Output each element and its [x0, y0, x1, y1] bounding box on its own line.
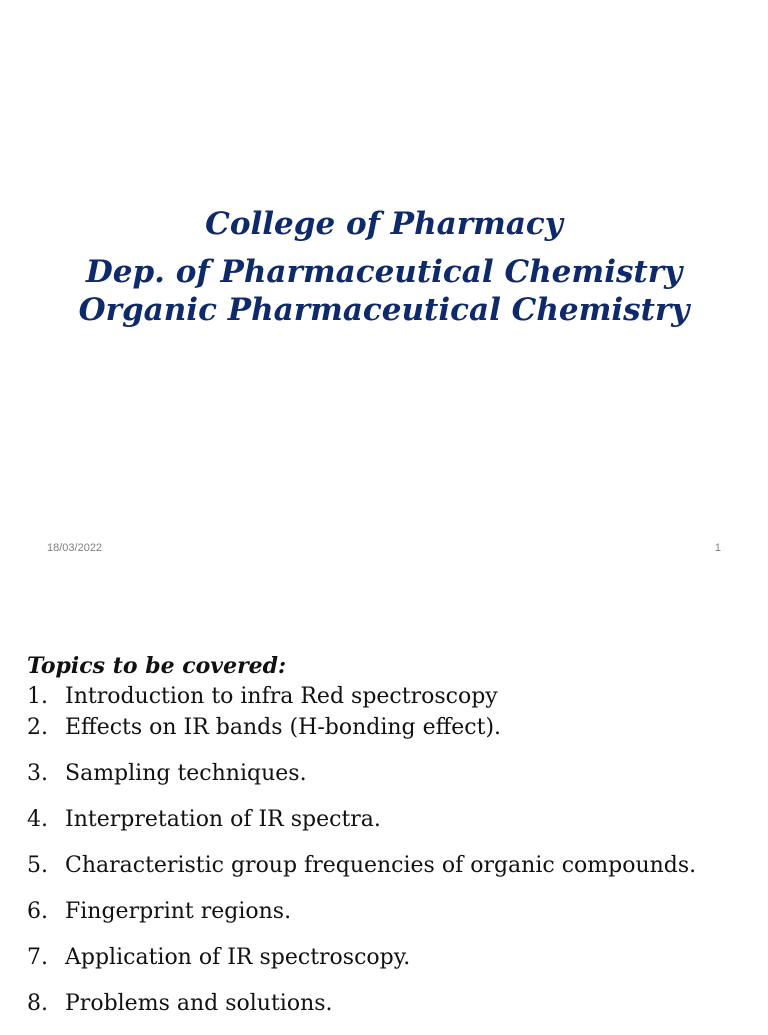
- list-item-text: Problems and solutions.: [65, 991, 333, 1016]
- list-item-text: Fingerprint regions.: [65, 899, 292, 924]
- list-item-text: Application of IR spectroscopy.: [65, 945, 411, 970]
- list-item-number: 5.: [27, 853, 48, 878]
- list-item-text: Characteristic group frequencies of organic compounds.: [65, 853, 697, 878]
- list-item-number: 8.: [27, 991, 48, 1016]
- list-item: [27, 713, 747, 743]
- list-item-number: 1.: [27, 684, 48, 709]
- title-line-course: Organic Pharmaceutical Chemistry: [78, 292, 690, 328]
- topics-heading: Topics to be covered:: [27, 653, 287, 679]
- list-item-number: 6.: [27, 899, 48, 924]
- list-item: [27, 851, 747, 881]
- list-item-text: Effects on IR bands (H-bonding effect).: [65, 715, 502, 740]
- slide-date: 18/03/2022: [47, 542, 103, 554]
- list-item-number: 2.: [27, 715, 48, 740]
- list-item: [27, 943, 747, 973]
- list-item-text: Sampling techniques.: [65, 761, 307, 786]
- list-item: [27, 897, 747, 927]
- list-item: [27, 989, 747, 1019]
- list-item-number: 7.: [27, 945, 48, 970]
- list-item: [27, 805, 747, 835]
- topics-section: [27, 650, 747, 1035]
- topic-list: [27, 682, 747, 1019]
- list-item-text: Interpretation of IR spectra.: [65, 807, 381, 832]
- list-item-number: 3.: [27, 761, 48, 786]
- title-line-department: Dep. of Pharmaceutical Chemistry: [85, 254, 683, 290]
- list-item-text: Introduction to infra Red spectroscopy: [65, 684, 498, 709]
- slide-title: [0, 202, 768, 332]
- list-item: [27, 759, 747, 789]
- title-line-college: College of Pharmacy: [205, 206, 563, 242]
- list-item: [27, 682, 747, 712]
- slide-page-number: 1: [714, 542, 721, 554]
- list-item-number: 4.: [27, 807, 48, 832]
